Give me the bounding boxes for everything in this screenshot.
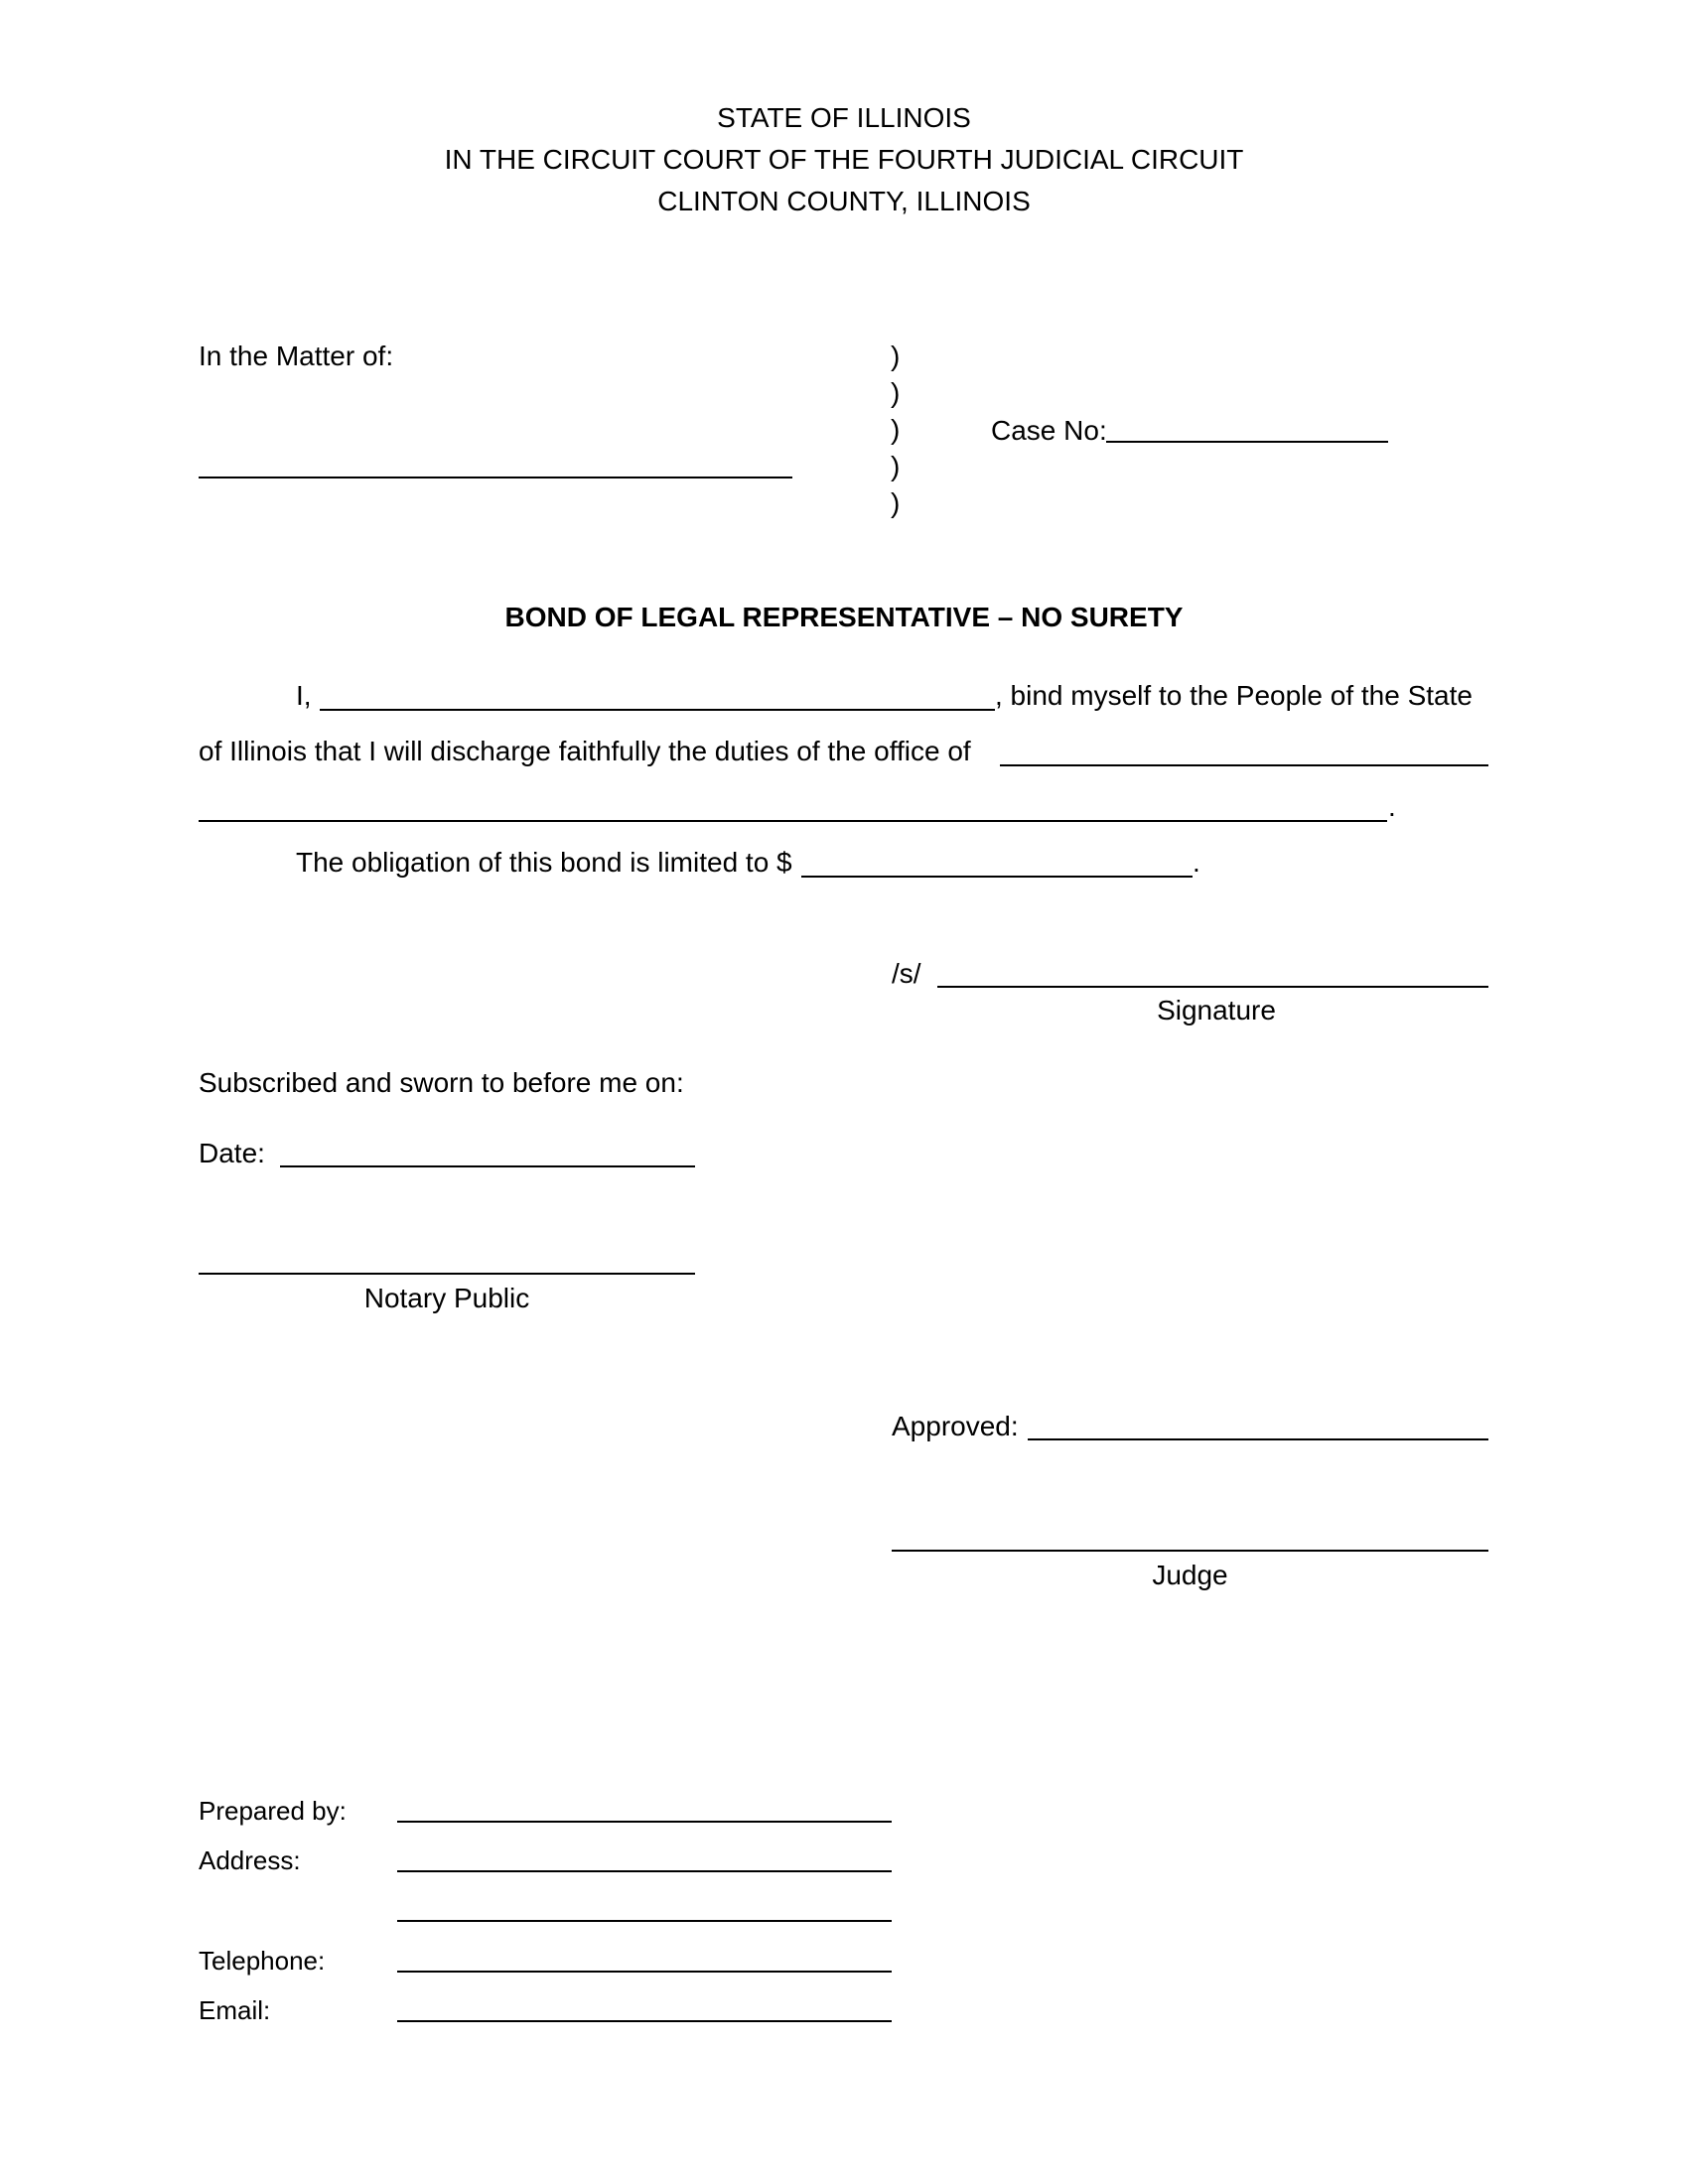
signature-prefix: /s/ xyxy=(892,958,921,989)
caption-paren-2: ) xyxy=(891,377,901,408)
email-line[interactable] xyxy=(397,2020,892,2022)
office-period: . xyxy=(1388,791,1396,822)
caption-paren-1: ) xyxy=(891,341,901,371)
approved-line[interactable] xyxy=(1028,1438,1488,1440)
prepared-by-label: Prepared by: xyxy=(199,1796,347,1826)
obligation-amount-line[interactable] xyxy=(801,876,1193,878)
header-county: CLINTON COUNTY, ILLINOIS xyxy=(657,186,1031,216)
email-label: Email: xyxy=(199,1995,271,2025)
address-label: Address: xyxy=(199,1845,301,1875)
judge-signature-line[interactable] xyxy=(892,1550,1488,1552)
signature-line[interactable] xyxy=(937,986,1488,988)
obligation-text: The obligation of this bond is limited to $ xyxy=(296,847,792,878)
approved-label: Approved: xyxy=(892,1411,1019,1441)
office-line-2[interactable] xyxy=(199,820,1387,822)
judge-label: Judge xyxy=(1152,1560,1228,1590)
bind-text: , bind myself to the People of the State xyxy=(995,680,1473,711)
date-line[interactable] xyxy=(280,1165,695,1167)
caption-paren-4: ) xyxy=(891,451,901,481)
notary-signature-line[interactable] xyxy=(199,1273,695,1275)
address-line-2[interactable] xyxy=(397,1920,892,1922)
header-state: STATE OF ILLINOIS xyxy=(717,102,971,133)
i-label: I, xyxy=(296,680,312,711)
representative-name-line[interactable] xyxy=(320,709,995,711)
document-title: BOND OF LEGAL REPRESENTATIVE – NO SURETY xyxy=(504,602,1184,632)
case-no-label: Case No: xyxy=(991,415,1107,446)
obligation-period: . xyxy=(1193,847,1200,878)
notary-label: Notary Public xyxy=(363,1283,530,1313)
address-line-1[interactable] xyxy=(397,1870,892,1872)
matter-label: In the Matter of: xyxy=(199,341,394,371)
office-line-1[interactable] xyxy=(1000,764,1488,766)
matter-name-line[interactable] xyxy=(199,477,792,478)
date-label: Date: xyxy=(199,1138,265,1168)
sworn-text: Subscribed and sworn to before me on: xyxy=(199,1067,684,1098)
signature-label: Signature xyxy=(1157,995,1276,1025)
telephone-line[interactable] xyxy=(397,1971,892,1973)
case-no-line[interactable] xyxy=(1106,441,1388,443)
caption-paren-5: ) xyxy=(891,487,901,518)
caption-paren-3: ) xyxy=(891,414,901,445)
prepared-by-line[interactable] xyxy=(397,1821,892,1823)
telephone-label: Telephone: xyxy=(199,1946,326,1976)
office-text: of Illinois that I will discharge faithfully the duties of the office of xyxy=(199,736,971,766)
header-court: IN THE CIRCUIT COURT OF THE FOURTH JUDICIAL CIRCUIT xyxy=(444,144,1244,175)
